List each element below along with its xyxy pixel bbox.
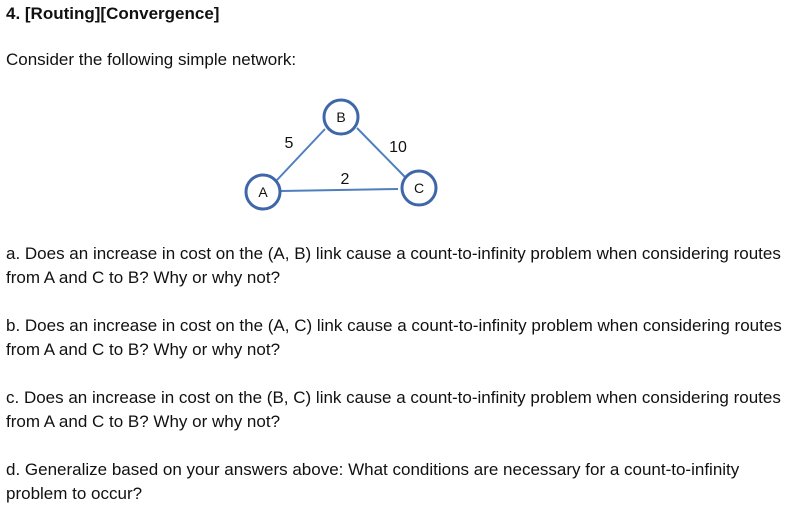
node-c bbox=[402, 171, 436, 205]
question-b: b. Does an increase in cost on the (A, C) link cause a count-to-infinity problem when considering routes from A and C to B? Why or why not? bbox=[6, 316, 782, 359]
link-a-c-cost: 2 bbox=[340, 171, 350, 188]
link-a-b-cost: 5 bbox=[284, 135, 294, 152]
node-c-label: C bbox=[413, 180, 425, 196]
node-a-label: A bbox=[258, 184, 268, 200]
link-a-c bbox=[281, 189, 398, 191]
node-b bbox=[324, 100, 358, 134]
question-c: c. Does an increase in cost on the (B, C) link cause a count-to-infinity problem when considering routes from A and C to B? Why or why not? bbox=[6, 388, 781, 431]
intro-text: Consider the following simple network: bbox=[6, 50, 297, 69]
question-d: d. Generalize based on your answers above: What conditions are necessary for a count-to-infinity problem to occur? bbox=[6, 460, 740, 503]
network-diagram bbox=[0, 0, 802, 240]
question-a: a. Does an increase in cost on the (A, B) link cause a count-to-infinity problem when considering routes from A and C to B? Why or why not? bbox=[6, 244, 781, 287]
section-heading: 4. [Routing][Convergence] bbox=[6, 4, 220, 23]
node-a bbox=[246, 175, 280, 209]
link-b-c-cost: 10 bbox=[389, 139, 407, 156]
node-b-label: B bbox=[336, 109, 346, 125]
